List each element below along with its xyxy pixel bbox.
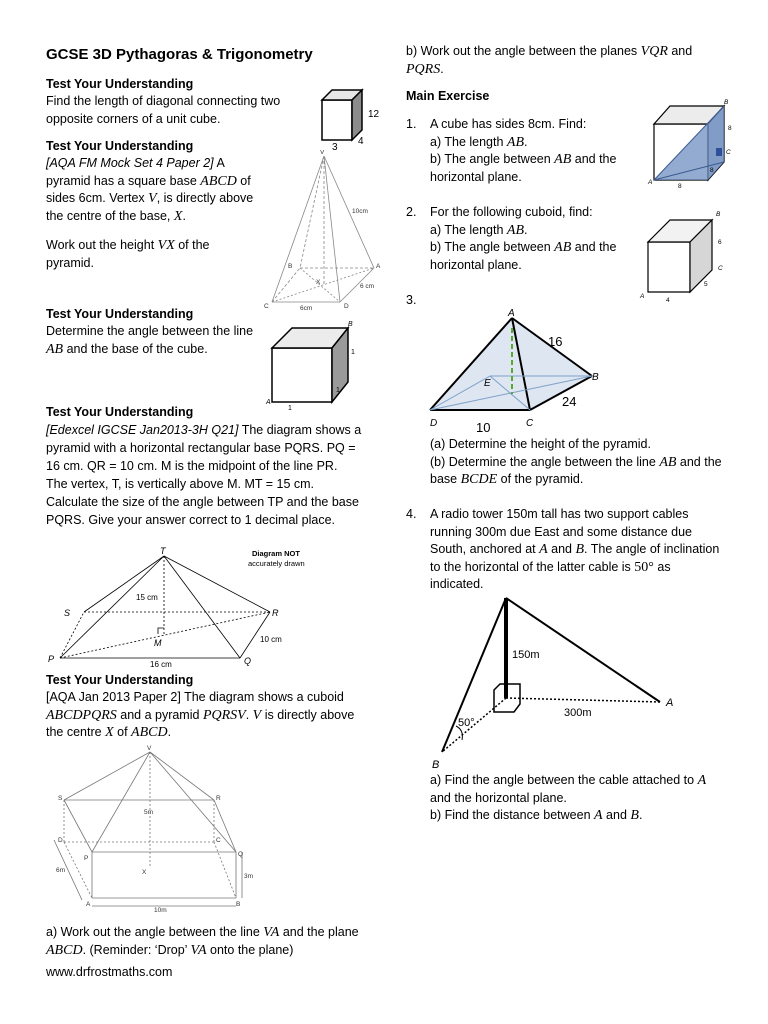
text: and the plane bbox=[279, 925, 359, 939]
text: and the base of the cube. bbox=[63, 341, 208, 356]
fig-label: 1 bbox=[288, 405, 292, 412]
text: Determine the angle between the line bbox=[46, 324, 254, 338]
math: B bbox=[630, 808, 639, 823]
math: A bbox=[594, 808, 603, 823]
tyu5-part-b bbox=[406, 43, 726, 78]
text: of the pyramid. bbox=[497, 472, 584, 486]
diagram-note: Diagram NOT bbox=[252, 549, 300, 558]
math: V bbox=[148, 191, 157, 206]
fig-label: E bbox=[484, 378, 491, 389]
math: A bbox=[539, 542, 548, 557]
text: . bbox=[182, 208, 186, 223]
math: PQRSV bbox=[202, 707, 246, 723]
text: (b) Determine the angle between the line bbox=[430, 454, 660, 469]
fig-label: 10m bbox=[154, 907, 167, 914]
text: and the horizontal plane. bbox=[430, 790, 567, 805]
fig-label: 3m bbox=[244, 873, 254, 880]
fig-label: 5m bbox=[144, 809, 154, 816]
radio-tower-diagram bbox=[428, 594, 688, 772]
source-ref: [AQA FM Mock Set 4 Paper 2] bbox=[46, 156, 214, 170]
text: of sides 6cm. Vertex bbox=[46, 173, 251, 205]
section-heading: Test Your Understanding bbox=[46, 307, 194, 321]
text: as indicated. bbox=[430, 559, 671, 591]
text: For the following cuboid, find: bbox=[430, 205, 593, 219]
fig-label: M bbox=[154, 638, 162, 648]
tyu-square-pyramid bbox=[46, 138, 256, 272]
math: AB bbox=[506, 134, 525, 150]
fig-label: 24 bbox=[562, 394, 577, 409]
tyu5-part-a bbox=[46, 924, 362, 959]
page-title: GCSE 3D Pythagoras & Trigonometry bbox=[46, 46, 313, 63]
fig-label: V bbox=[147, 745, 152, 752]
fig-label: 5 bbox=[704, 281, 708, 288]
fig-label: 10 cm bbox=[260, 635, 282, 644]
fig-label: T bbox=[160, 546, 166, 556]
fig-label: 6 bbox=[718, 239, 722, 246]
text: . bbox=[524, 134, 528, 149]
question-4-parts bbox=[430, 772, 730, 825]
fig-label: 16 bbox=[548, 334, 563, 349]
fig-label: 8 bbox=[728, 125, 732, 132]
question-3-number: 3. bbox=[406, 293, 417, 307]
text: a) The length bbox=[430, 222, 507, 237]
text: a) Find the angle between the cable attached to bbox=[430, 773, 698, 787]
cuboid-pyramid-diagram bbox=[46, 742, 256, 914]
text: a) Work out the angle between the line bbox=[46, 925, 264, 939]
fig-label: Q bbox=[244, 656, 252, 666]
math: AB bbox=[554, 240, 572, 255]
text: and bbox=[547, 542, 576, 556]
fig-label: 300m bbox=[564, 707, 592, 719]
math: VA bbox=[190, 942, 207, 958]
fig-label: S bbox=[58, 795, 63, 802]
math: AB bbox=[46, 341, 64, 357]
fig-label: A bbox=[666, 697, 674, 709]
text: and the base bbox=[430, 454, 722, 486]
text: . (Reminder: ‘Drop’ bbox=[82, 942, 191, 957]
cuboid-diagram bbox=[636, 206, 736, 304]
text: of the pyramid. bbox=[46, 238, 210, 270]
question-4 bbox=[406, 506, 726, 594]
math: VA bbox=[263, 925, 280, 940]
question-1 bbox=[406, 116, 646, 186]
fig-label: A bbox=[640, 293, 645, 300]
fig-label: A bbox=[508, 308, 515, 319]
fig-label: D bbox=[344, 303, 349, 310]
pyramid-bcde-diagram bbox=[420, 306, 620, 436]
question-number: 4. bbox=[406, 507, 417, 521]
text: A radio tower 150m tall has two support cables running 300m due East and some distance due South, anchored at bbox=[430, 507, 692, 556]
math: ABCD bbox=[131, 725, 168, 740]
text: . bbox=[638, 808, 643, 822]
fig-label: B bbox=[716, 211, 721, 218]
tyu-unit-cube bbox=[46, 76, 306, 128]
tyu-cuboid-pyramid bbox=[46, 672, 362, 742]
fig-label: 10 bbox=[476, 420, 491, 435]
fig-label: V bbox=[320, 150, 325, 156]
cube-angle-diagram bbox=[262, 318, 362, 412]
math: VX bbox=[157, 238, 175, 253]
math: X bbox=[105, 725, 114, 740]
fig-label: 3 bbox=[332, 142, 338, 153]
math: 50° bbox=[634, 559, 654, 575]
fig-label: B bbox=[236, 901, 241, 908]
fig-label: Q bbox=[238, 851, 244, 858]
fig-label: 8 bbox=[678, 183, 682, 190]
tyu-rect-pyramid bbox=[46, 404, 362, 529]
math: ABCD bbox=[200, 173, 237, 189]
fig-label: 12 bbox=[368, 109, 380, 120]
text: and bbox=[602, 808, 631, 822]
fig-label: 4 bbox=[358, 136, 364, 147]
fig-label: 6cm bbox=[300, 305, 313, 312]
footer-url[interactable]: www.drfrostmaths.com bbox=[46, 965, 173, 979]
unit-cube-diagram bbox=[316, 86, 386, 154]
fig-label: D bbox=[430, 418, 438, 429]
question-number: 1. bbox=[406, 117, 417, 131]
text: and the horizontal plane. bbox=[430, 240, 617, 272]
fig-label: B bbox=[592, 372, 599, 383]
math: VQR bbox=[640, 44, 668, 59]
fig-label: C bbox=[726, 149, 731, 156]
text: . bbox=[245, 707, 253, 722]
math: BCDE bbox=[460, 472, 498, 487]
fig-label: X bbox=[316, 279, 321, 286]
math: B bbox=[575, 542, 585, 557]
text: . bbox=[524, 222, 528, 237]
fig-label: B bbox=[432, 759, 440, 771]
fig-label: P bbox=[48, 654, 55, 664]
fig-label: R bbox=[272, 608, 279, 618]
text: Work out the height bbox=[46, 238, 158, 252]
fig-label: C bbox=[216, 837, 221, 844]
fig-label: B bbox=[288, 263, 293, 270]
fig-label: 15 cm bbox=[136, 593, 158, 602]
question-3-parts bbox=[430, 436, 730, 489]
cube-8cm-diagram bbox=[644, 96, 744, 192]
section-heading: Test Your Understanding bbox=[46, 77, 194, 91]
text: b) The angle between bbox=[430, 240, 555, 254]
math: ABCD bbox=[46, 942, 83, 958]
fig-label: A bbox=[648, 179, 653, 186]
math: ABCDPQRS bbox=[46, 707, 117, 723]
text: and a pyramid bbox=[116, 707, 203, 722]
tyu-cube-angle bbox=[46, 306, 256, 358]
fig-label: 6 cm bbox=[360, 283, 375, 290]
math: X bbox=[173, 208, 183, 224]
text: of bbox=[113, 725, 132, 739]
fig-label: D bbox=[58, 837, 63, 844]
section-heading: Test Your Understanding bbox=[46, 405, 194, 419]
fig-label: 1 bbox=[336, 387, 340, 394]
question-2 bbox=[406, 204, 636, 274]
question-number: 2. bbox=[406, 205, 417, 219]
square-pyramid-diagram bbox=[262, 150, 386, 312]
fig-label: 10cm bbox=[352, 208, 368, 215]
fig-label: 150m bbox=[512, 649, 540, 661]
text: . bbox=[440, 61, 444, 76]
fig-label: C bbox=[718, 265, 723, 272]
main-exercise-heading: Main Exercise bbox=[406, 89, 490, 103]
source-ref: [Edexcel IGCSE Jan2013-3H Q21] bbox=[46, 423, 239, 437]
text: a) The length bbox=[430, 134, 507, 149]
math: V bbox=[252, 707, 262, 723]
math: AB bbox=[554, 152, 572, 167]
fig-label: 8 bbox=[710, 167, 714, 174]
text: A pyramid has a square base bbox=[46, 156, 225, 188]
text: and the horizontal plane. bbox=[430, 152, 617, 184]
diagram-note: accurately drawn bbox=[248, 559, 305, 568]
rect-pyramid-diagram bbox=[44, 546, 344, 670]
fig-label: 1 bbox=[351, 349, 355, 356]
source-ref: [AQA Jan 2013 Paper 2] bbox=[46, 690, 181, 704]
fig-label: B bbox=[348, 321, 353, 328]
fig-label: A bbox=[86, 901, 91, 908]
fig-label: 16 cm bbox=[150, 660, 172, 669]
section-heading: Test Your Understanding bbox=[46, 139, 194, 153]
fig-label: C bbox=[264, 303, 269, 310]
text: b) Find the distance between bbox=[430, 808, 594, 822]
fig-label: 6m bbox=[56, 867, 66, 874]
fig-label: S bbox=[64, 608, 71, 618]
text: and bbox=[667, 44, 693, 58]
fig-label: R bbox=[216, 795, 221, 802]
fig-label: P bbox=[84, 855, 89, 862]
math: AB bbox=[659, 454, 677, 470]
question-text: The diagram shows a pyramid with a horizontal rectangular base PQRS. PQ = 16 cm. QR = 10 cm. M is the midpoint of the line PR. The vertex, T, is vertically above M. MT = 15 cm. Calculate the size of the angle between TP and the base PQRS. Give your answer correct to 1 decimal place. bbox=[46, 423, 362, 527]
fig-label: X bbox=[142, 869, 147, 876]
fig-label: A bbox=[376, 263, 381, 270]
text: onto the plane) bbox=[206, 942, 294, 957]
fig-label: 50° bbox=[458, 717, 475, 729]
text: is directly above the centre bbox=[46, 707, 355, 739]
fig-label: B bbox=[724, 99, 729, 106]
text: b) The angle between bbox=[430, 152, 555, 166]
text: b) Work out the angle between the planes bbox=[406, 44, 641, 58]
fig-label: 4 bbox=[666, 297, 670, 304]
math: AB bbox=[506, 222, 525, 238]
question-text: Find the length of diagonal connecting two opposite corners of a unit cube. bbox=[46, 94, 281, 126]
text: , is directly above the centre of the base, bbox=[46, 191, 254, 223]
math: PQRS bbox=[406, 61, 441, 77]
math: A bbox=[697, 773, 707, 788]
text: . bbox=[167, 725, 172, 739]
text: . The angle of inclination to the horizontal of the latter cable is bbox=[430, 542, 720, 574]
fig-label: C bbox=[526, 418, 534, 429]
section-heading: Test Your Understanding bbox=[46, 673, 194, 687]
text: (a) Determine the height of the pyramid. bbox=[430, 437, 651, 451]
text: A cube has sides 8cm. Find: bbox=[430, 117, 587, 131]
fig-label: A bbox=[266, 399, 271, 406]
text: The diagram shows a cuboid bbox=[180, 690, 344, 704]
